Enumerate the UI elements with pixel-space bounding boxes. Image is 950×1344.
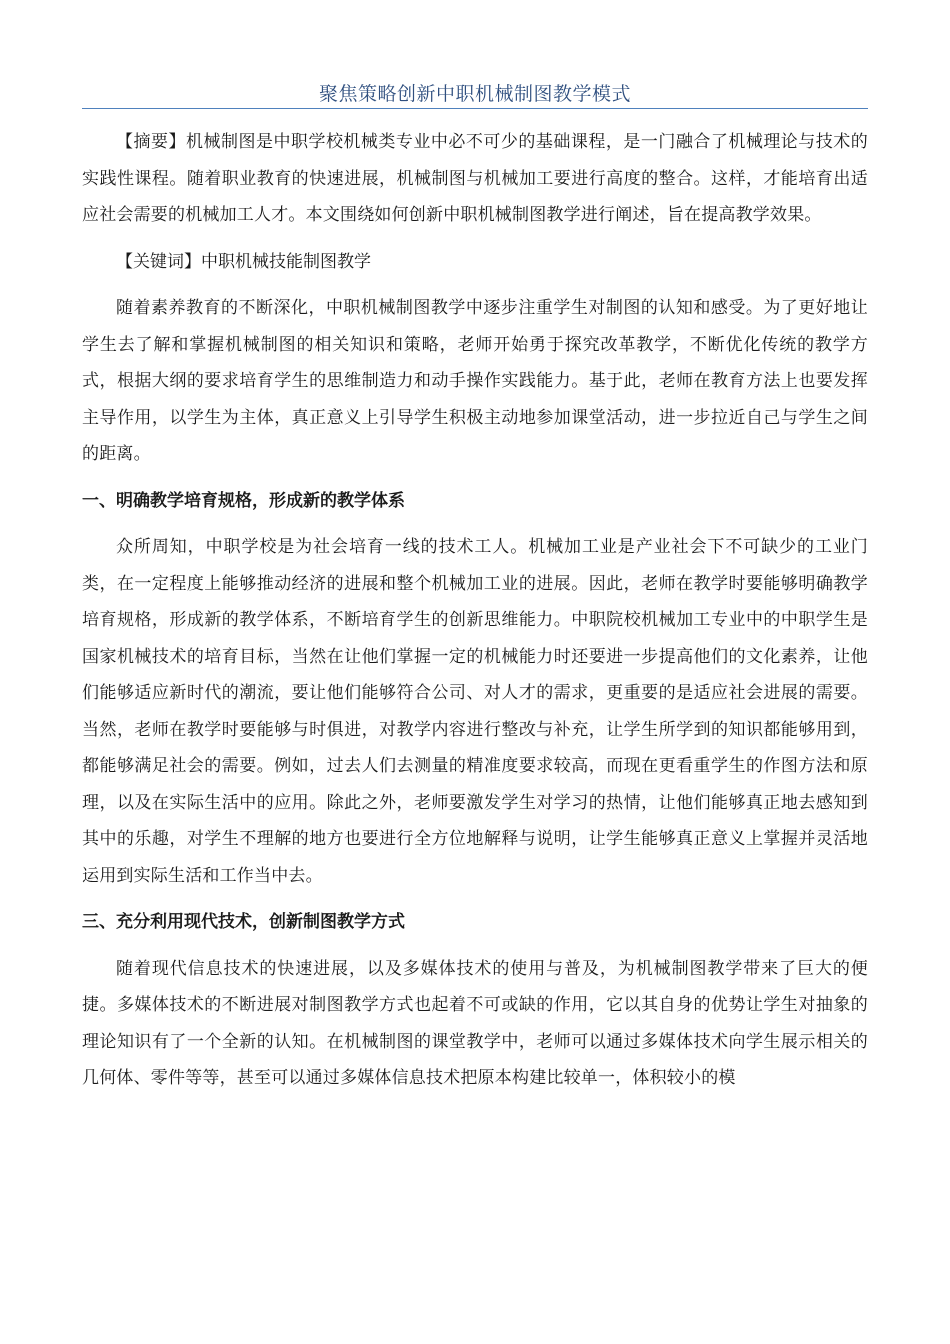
document-body <box>82 124 868 1097</box>
abstract-paragraph: 【摘要】机械制图是中职学校机械类专业中必不可少的基础课程，是一门融合了机械理论与技术的实践性课程。随着职业教育的快速进展，机械制图与机械加工要进行高度的整合。这样，才能培育出适应社会需要的机械加工人才。本文围绕如何创新中职机械制图教学进行阐述，旨在提高教学效果。 <box>82 132 868 225</box>
section-3-paragraph: 随着现代信息技术的快速进展，以及多媒体技术的使用与普及，为机械制图教学带来了巨大的便捷。多媒体技术的不断进展对制图教学方式也起着不可或缺的作用，它以其自身的优势让学生对抽象的理论知识有了一个全新的认知。在机械制图的课堂教学中，老师可以通过多媒体技术向学生展示相关的几何体、零件等等，甚至可以通过多媒体信息技术把原本构建比较单一，体积较小的模 <box>82 958 868 1088</box>
section-1-heading: 一、明确教学培育规格，形成新的教学体系 <box>82 490 405 511</box>
spacer <box>82 941 868 951</box>
title-underline <box>82 108 868 109</box>
spacer <box>82 234 868 244</box>
document-title: 聚焦策略创新中职机械制图教学模式 <box>318 83 631 105</box>
intro-paragraph: 随着素养教育的不断深化，中职机械制图教学中逐步注重学生对制图的认知和感受。为了更好地让学生去了解和掌握机械制图的相关知识和策略，老师开始勇于探究改革教学，不断优化传统的教学方式，根据大纲的要求培育学生的思维制造力和动手操作实践能力。基于此，老师在教育方法上也要发挥主导作用，以学生为主体，真正意义上引导学生积极主动地参加课堂活动，进一步拉近自己与学生之间的距离。 <box>82 298 868 464</box>
spacer <box>82 473 868 483</box>
section-1-paragraph: 众所周知，中职学校是为社会培育一线的技术工人。机械加工业是产业社会下不可缺少的工业门类，在一定程度上能够推动经济的进展和整个机械加工业的进展。因此，老师在教学时要能够明确教学培育规格，形成新的教学体系，不断培育学生的创新思维能力。中职院校机械加工专业中的中职学生是国家机械技术的培育目标，当然在让他们掌握一定的机械能力时还要进一步提高他们的文化素养，让他们能够适应新时代的潮流，要让他们能够符合公司、对人才的需求，更重要的是适应社会进展的需要。当然，老师在教学时要能够与时俱进，对教学内容进行整改与补充，让学生所学到的知识都能够用到，都能够满足社会的需要。例如，过去人们去测量的精准度要求较高，而现在更看重学生的作图方法和原理，以及在实际生活中的应用。除此之外，老师要激发学生对学习的热情，让他们能够真正地去感知到其中的乐趣，对学生不理解的地方也要进行全方位地解释与说明，让学生能够真正意义上掌握并灵活地运用到实际生活和工作当中去。 <box>82 537 868 886</box>
spacer <box>82 894 868 904</box>
section-3-heading: 三、充分利用现代技术，创新制图教学方式 <box>82 912 405 932</box>
spacer <box>82 519 868 529</box>
keywords-line: 【关键词】中职机械技能制图教学 <box>116 251 371 272</box>
spacer <box>82 280 868 290</box>
